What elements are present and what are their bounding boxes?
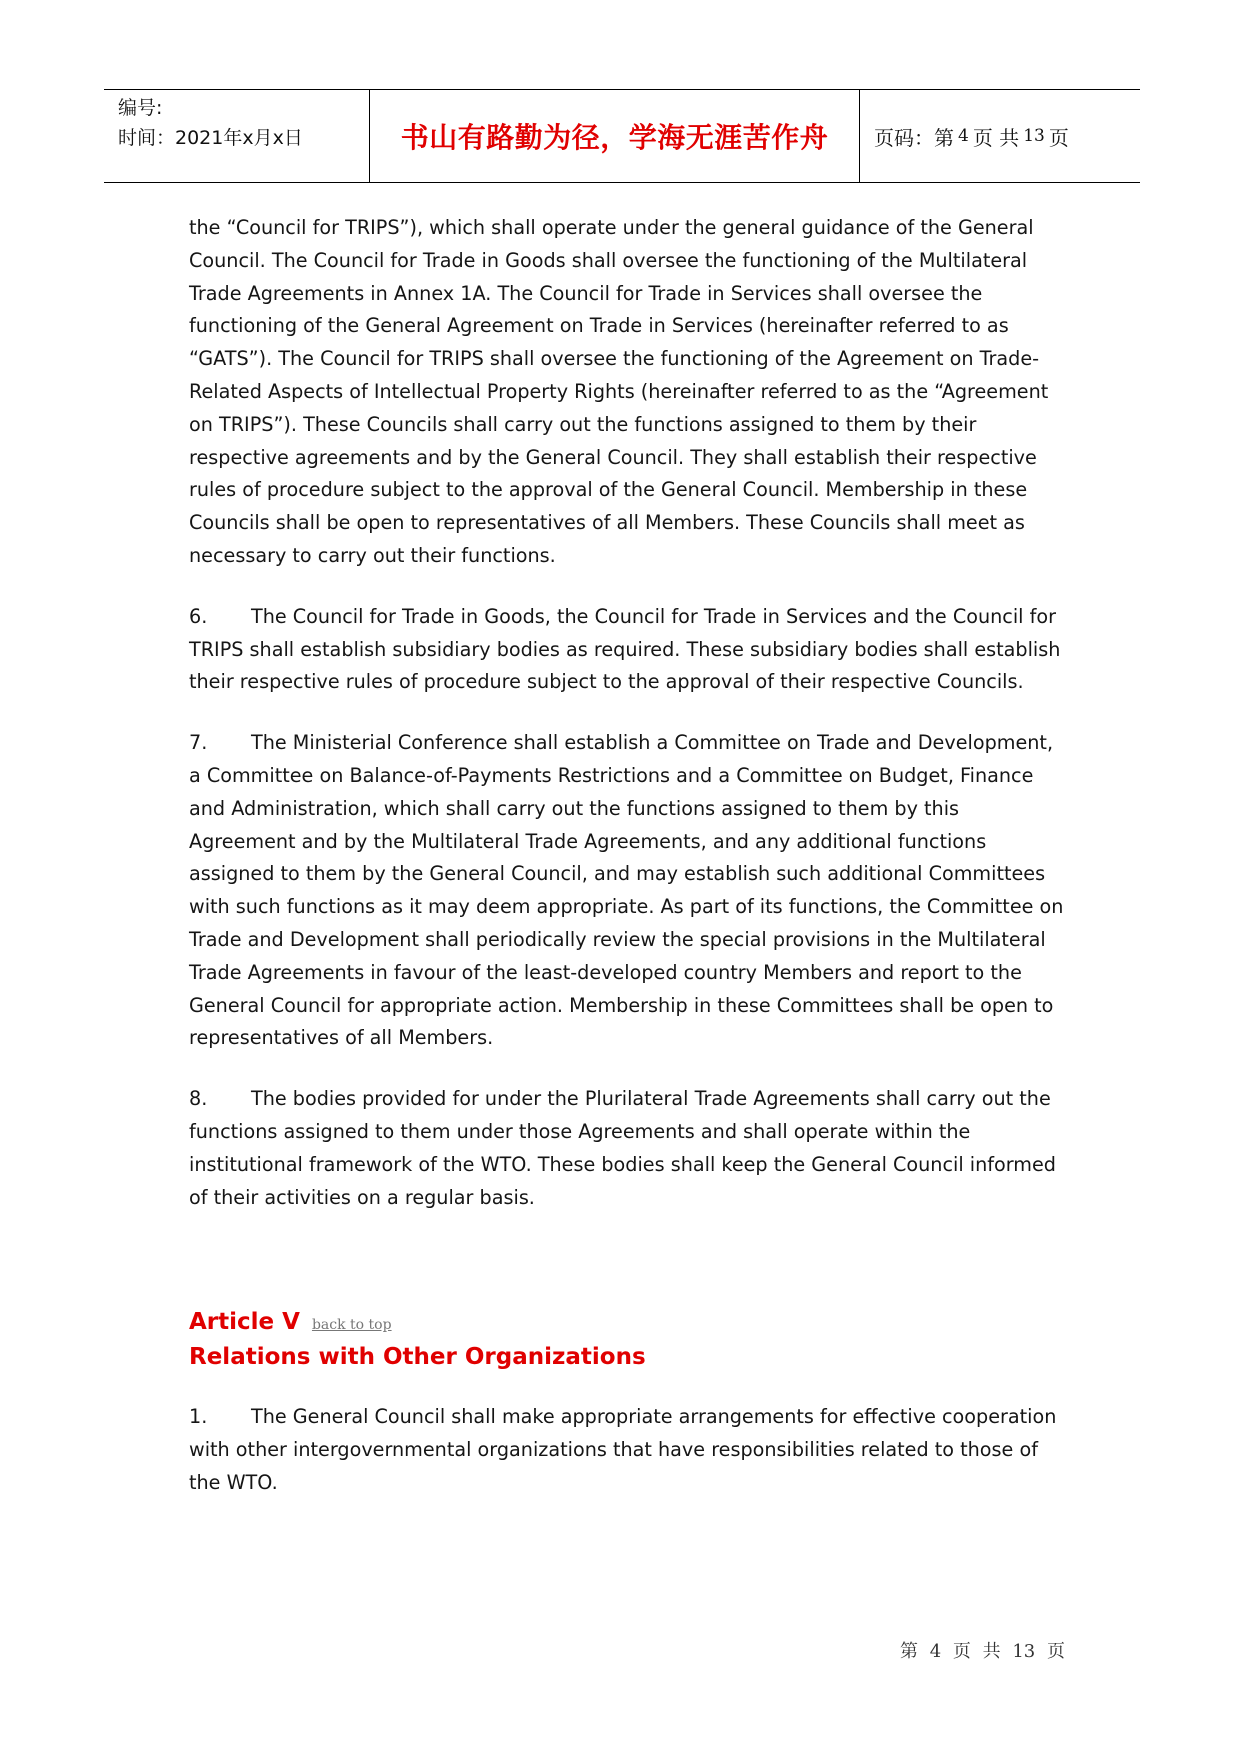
header-page-info: [860, 90, 1140, 182]
article-title: Article V: [189, 1309, 300, 1336]
paragraph-text: The General Council shall make appropriate arrangements for effective cooperation with other intergovernmental organizations that have responsibilities related to those of the WTO.: [189, 1405, 1057, 1494]
page-total: 13: [1023, 126, 1045, 146]
page-current: 4: [958, 126, 969, 146]
header-motto: 书山有路勤为径，学海无涯苦作舟: [369, 90, 860, 182]
paragraph-text: The bodies provided for under the Plurilateral Trade Agreements shall carry out the functions assigned to them under those Agreements and shall operate within the institutional framework of the WTO. These bodies shall keep the General Council informed of their activities on a regular basis.: [189, 1087, 1056, 1209]
paragraph-number: 6.: [189, 604, 208, 628]
page-header: [104, 89, 1140, 183]
paragraph-7: [189, 727, 1069, 1055]
back-to-top-link[interactable]: back to top: [311, 1317, 392, 1334]
article5-paragraph-1: [189, 1401, 1069, 1499]
spacer: [189, 1242, 1069, 1306]
paragraph-number: 7.: [189, 731, 208, 755]
paragraph-number: 1.: [189, 1405, 208, 1429]
paragraph-number: 8.: [189, 1087, 208, 1111]
page-suffix: 页: [1048, 125, 1069, 150]
document-body: [189, 212, 1069, 1528]
serial-label: 编号:: [118, 97, 163, 119]
page-mid: 页 共: [972, 125, 1020, 150]
article-heading: [189, 1306, 1069, 1341]
header-meta: [104, 90, 369, 182]
paragraph-text: The Council for Trade in Goods, the Council for Trade in Services and the Council for TRIPS shall establish subsidiary bodies as required. These subsidiary bodies shall establish their respective rules of procedure subject to the approval of their respective Councils.: [189, 604, 1061, 694]
page-prefix: 页码：第: [874, 125, 954, 150]
page-footer: 第 4 页 共 13 页: [900, 1641, 1065, 1662]
paragraph-8: [189, 1083, 1069, 1214]
paragraph-6: [189, 601, 1069, 699]
article-subtitle: Relations with Other Organizations: [189, 1344, 646, 1371]
paragraph-continued: the “Council for TRIPS”), which shall operate under the general guidance of the General Council. The Council for Trade in Goods shall oversee the functioning of the Multilateral Trade Agreements in Annex 1A. The Council for Trade in Services shall oversee the functioning of the General Agreement on Trade in Services (hereinafter referred to as “GATS”). The Council for TRIPS shall oversee the functioning of the Agreement on Trade-Related Aspects of Intellectual Property Rights (hereinafter referred to as the “Agreement on TRIPS”). These Councils shall carry out the functions assigned to them by their respective agreements and by the General Council. They shall establish their respective rules of procedure subject to the approval of the General Council. Membership in these Councils shall be open to representatives of all Members. These Councils shall meet as necessary to carry out their functions.: [189, 216, 1049, 567]
paragraph-text: The Ministerial Conference shall establish a Committee on Trade and Development, a Committee on Balance-of-Payments Restrictions and a Committee on Budget, Finance and Administration, which shall carry out the functions assigned to them by this Agreement and by the Multilateral Trade Agreements, and any additional functions assigned to them by the General Council, and may establish such additional Committees with such functions as it may deem appropriate. As part of its functions, the Committee on Trade and Development shall periodically review the special provisions in the Multilateral Trade Agreements in favour of the least-developed country Members and report to the General Council for appropriate action. Membership in these Committees shall be open to representatives of all Members.: [189, 731, 1064, 1050]
time-label: 时间：2021年x月x日: [118, 127, 303, 149]
